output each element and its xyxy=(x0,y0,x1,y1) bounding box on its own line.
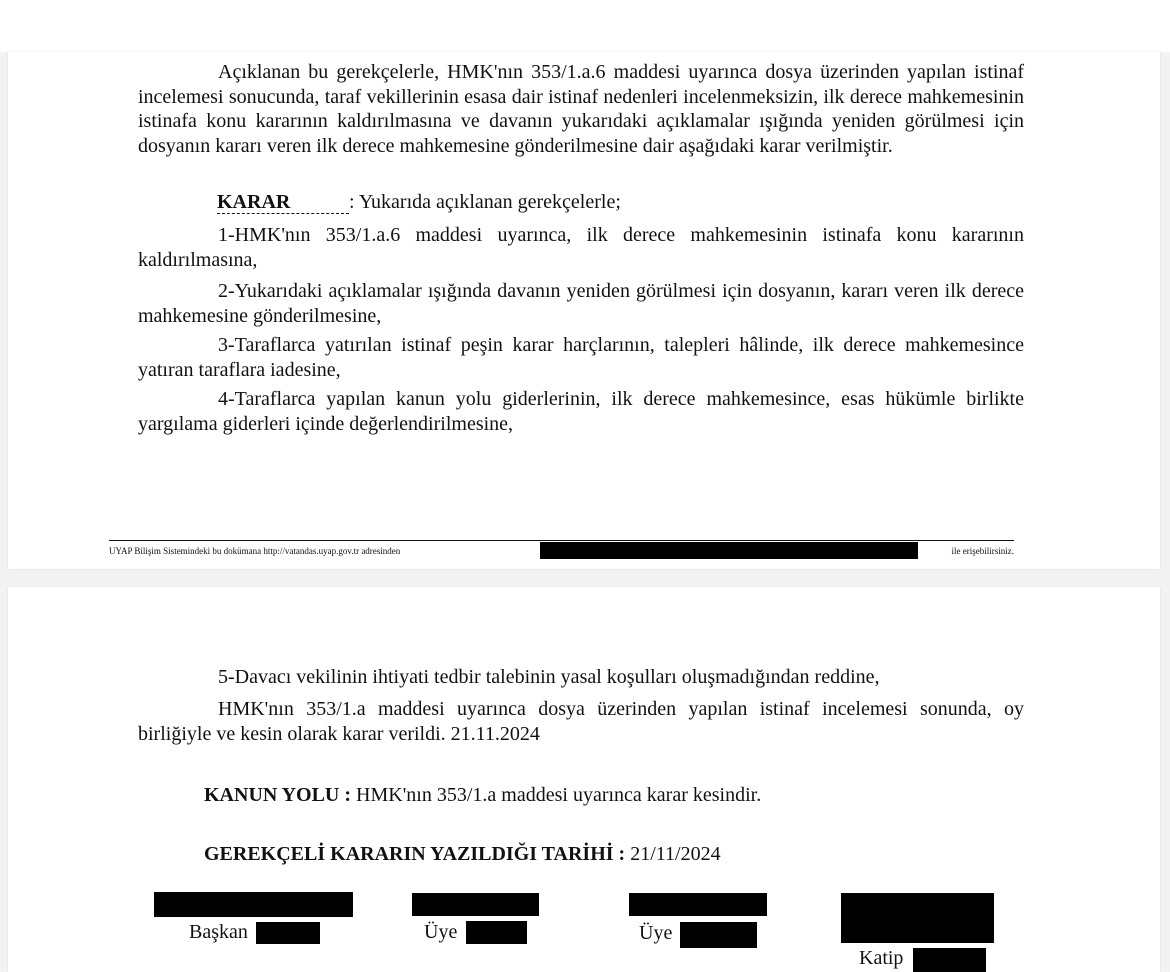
redacted-signature-baskan xyxy=(154,892,353,917)
decision-item-4: 4-Taraflarca yapılan kanun yolu giderlerinin, ilk derece mahkemesince, esas hükümle birlikte yargılama giderleri içinde değerlendirilmesine, xyxy=(138,388,1024,435)
decision-item-1: 1-HMK'nın 353/1.a.6 maddesi uyarınca, ilk derece mahkemesinin istinafa konu kararının kaldırılmasına, xyxy=(138,224,1024,271)
kanun-yolu-label: KANUN YOLU : xyxy=(204,784,352,806)
redacted-name-uye-2 xyxy=(680,922,757,948)
signature-uye-1 xyxy=(424,920,457,944)
uye-1-label: Üye xyxy=(424,921,458,943)
document-page-2 xyxy=(8,587,1160,972)
baskan-label: Başkan xyxy=(189,921,248,943)
decision-item-3: 3-Taraflarca yatırılan istinaf peşin karar harçlarının, talepleri hâlinde, ilk derece mahkemesince yatıran taraflara iadesine, xyxy=(138,334,1024,381)
redacted-name-katip xyxy=(913,948,986,972)
decision-item-2: 2-Yukarıdaki açıklamalar ışığında davanın yeniden görülmesi için dosyanın, kararı veren ilk derece mahkemesine gönderilmesine, xyxy=(138,280,1024,327)
gerekceli-karar-label: GEREKÇELİ KARARIN YAZILDIĞI TARİHİ : xyxy=(204,843,626,865)
uye-2-label: Üye xyxy=(639,922,673,944)
katip-label: Katip xyxy=(859,947,904,969)
closing-paragraph: HMK'nın 353/1.a maddesi uyarınca dosya üzerinden yapılan istinaf incelemesi sonunda, oy birliğiyle ve kesin olarak karar verildi. 21.11.2024 xyxy=(138,698,1024,745)
redacted-signature-uye-2 xyxy=(629,893,767,916)
redacted-name-uye-1 xyxy=(466,921,527,944)
footer-text: UYAP Bilişim Sistemindeki bu dokümana http://vatandas.uyap.gov.tr adresinden xyxy=(109,546,401,556)
karar-text: : Yukarıda açıklanan gerekçelerle; xyxy=(349,191,621,213)
viewer-top-strip xyxy=(0,0,1170,52)
footer-divider xyxy=(109,540,1014,541)
kanun-yolu-text: HMK'nın 353/1.a maddesi uyarınca karar kesindir. xyxy=(356,784,762,806)
footer-end-text: ile erişebilirsiniz. xyxy=(951,546,1014,556)
page-footer xyxy=(109,545,1014,557)
intro-paragraph: Açıklanan bu gerekçelerle, HMK'nın 353/1.a.6 maddesi uyarınca dosya üzerinden yapılan istinaf incelemesi sonucunda, taraf vekillerinin esasa dair istinaf nedenleri incelenmeksizin, ilk derece mahkemesinin istinafa konu kararının kaldırılmasına ve davanın yukarıdaki açıklamalar ışığında yeniden görülmesi için dosyanın kararı veren ilk derece mahkemesine gönderilmesine dair aşağıdaki karar verilmiştir. xyxy=(138,61,1024,157)
gerekceli-karar-date: 21/11/2024 xyxy=(630,843,721,865)
karar-heading-line xyxy=(217,190,621,215)
redacted-signature-uye-1 xyxy=(412,893,539,916)
document-page-1 xyxy=(8,52,1160,569)
signature-baskan xyxy=(189,920,248,944)
signature-katip xyxy=(859,946,903,970)
kanun-yolu-line xyxy=(204,783,761,807)
decision-item-5: 5-Davacı vekilinin ihtiyati tedbir talebinin yasal koşulları oluşmadığından reddine, xyxy=(218,666,880,688)
redacted-name-baskan xyxy=(256,922,320,944)
redacted-signature-katip xyxy=(841,893,994,943)
redacted-access-code xyxy=(540,542,918,559)
karar-label: KARAR xyxy=(217,192,349,214)
signature-uye-2 xyxy=(639,921,672,945)
gerekceli-karar-date-line xyxy=(204,842,721,866)
